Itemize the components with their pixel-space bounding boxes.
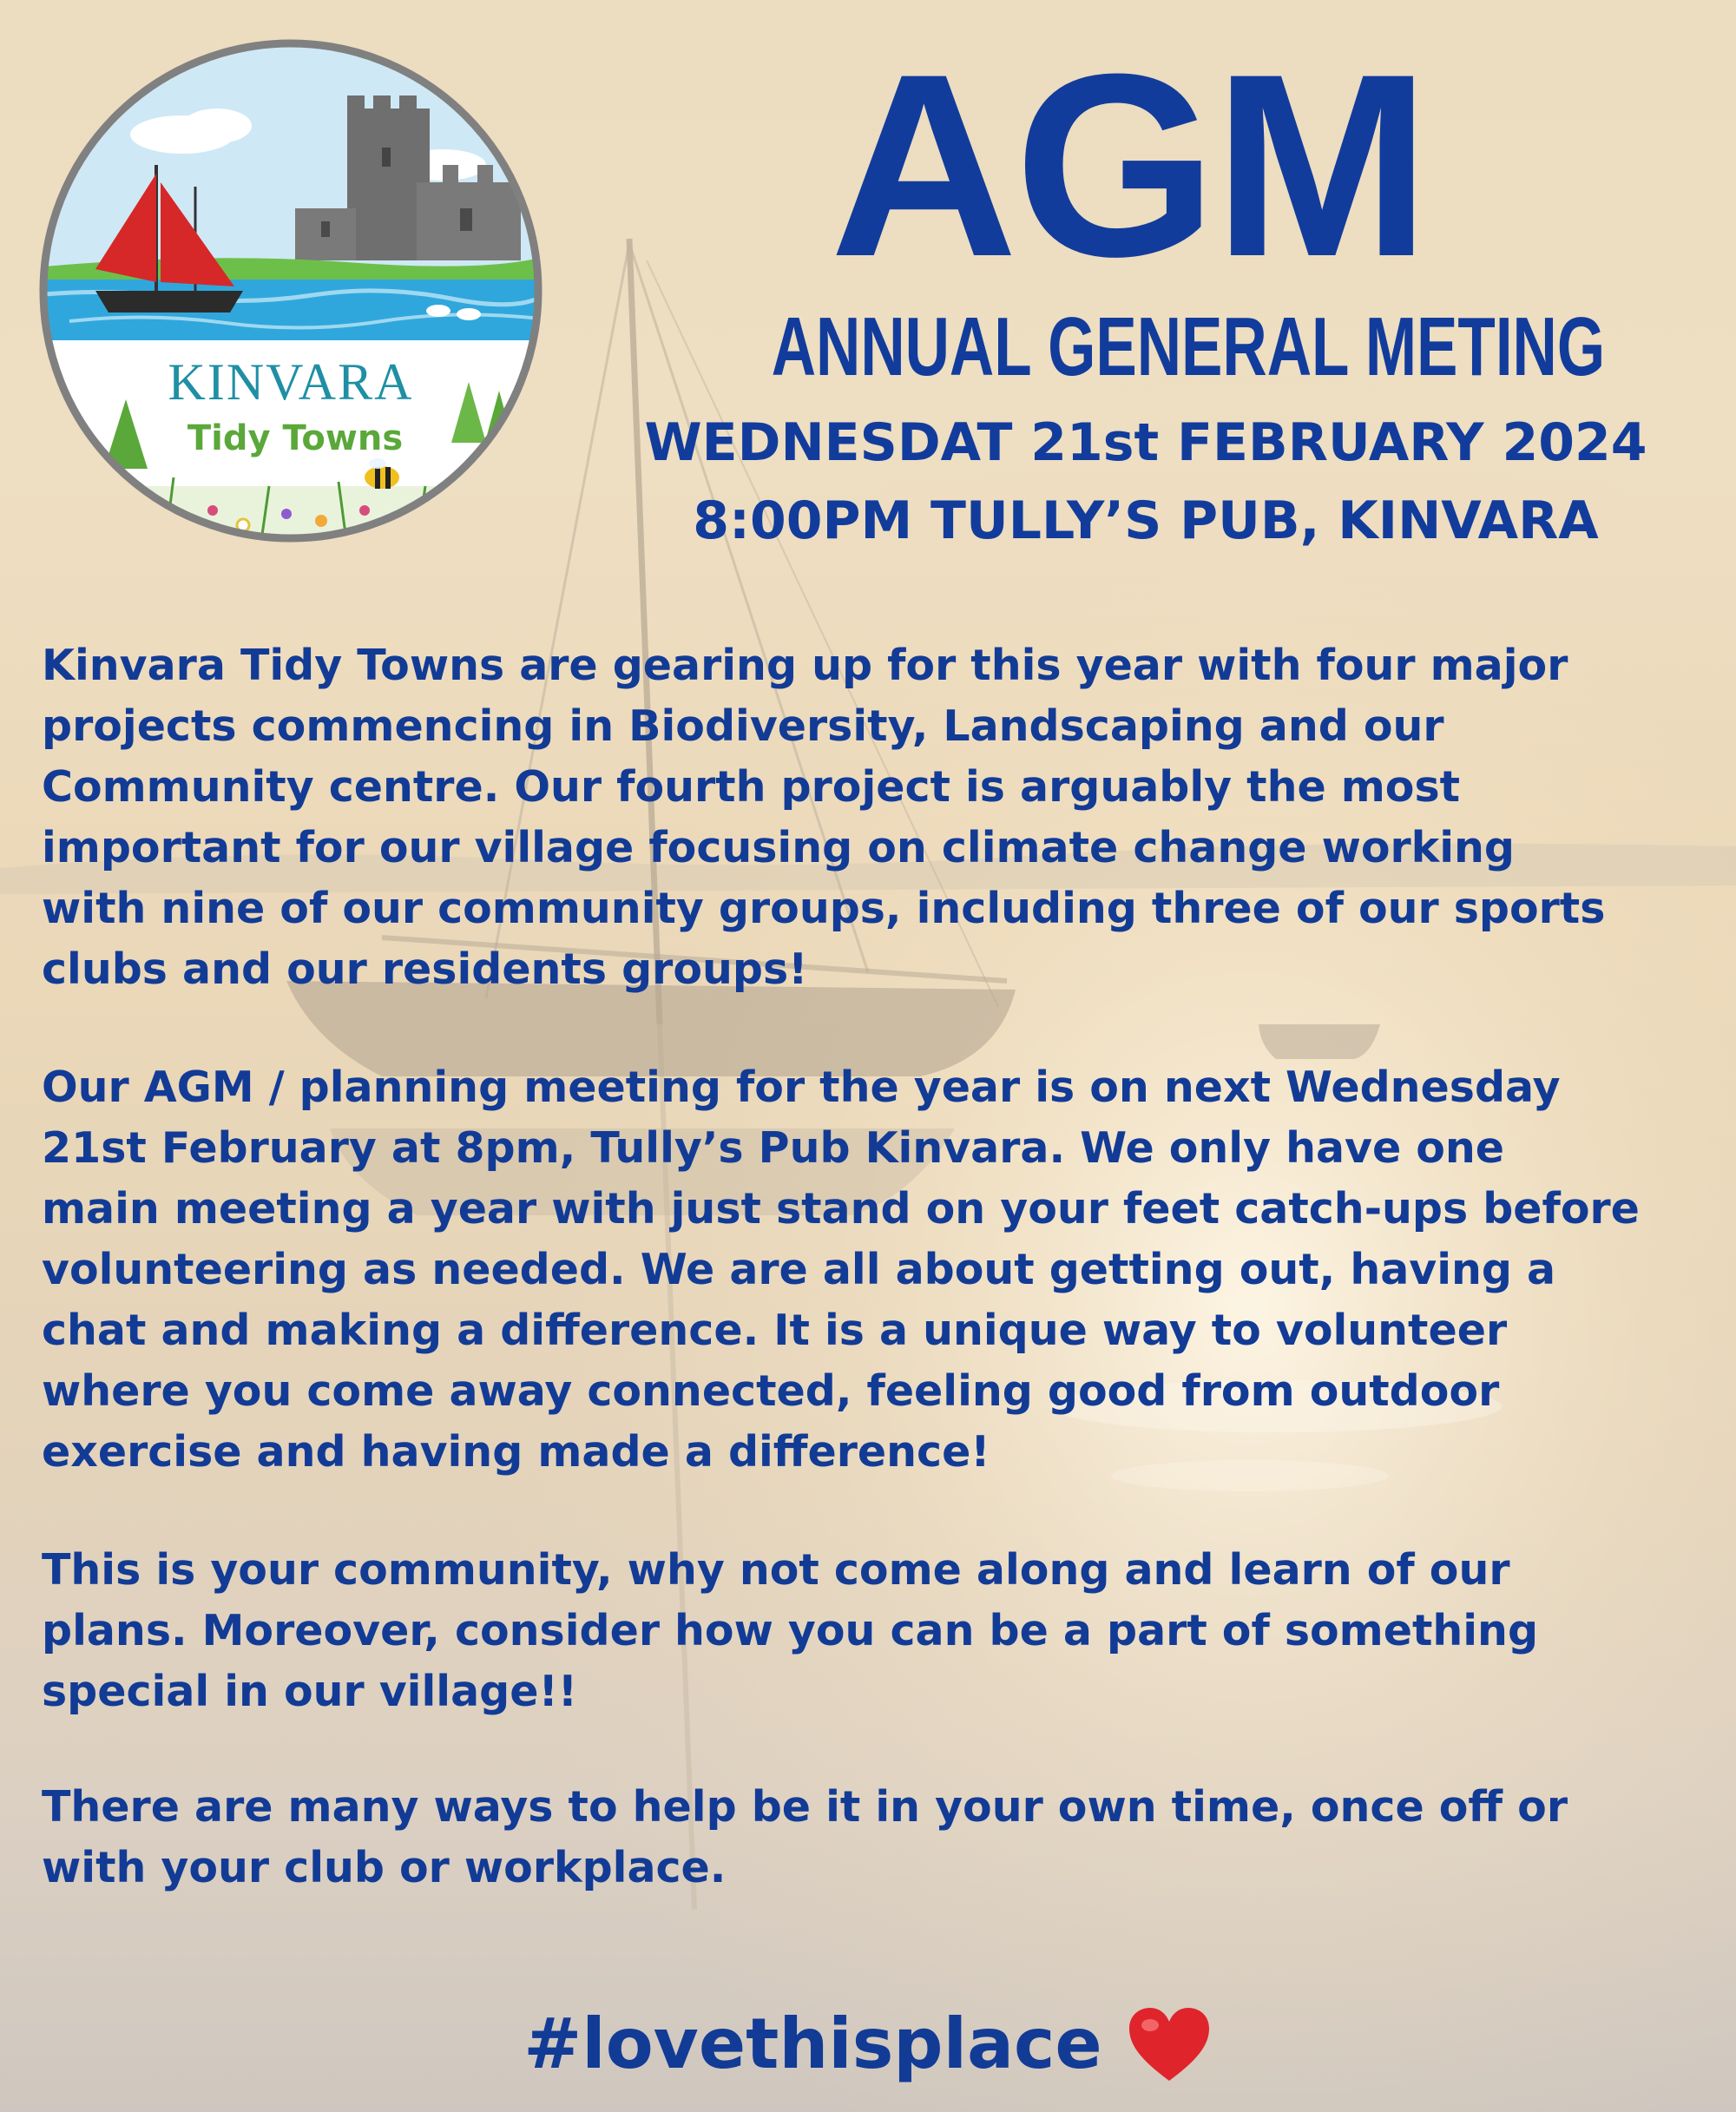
text-line: chat and making a difference. It is a unique way to volunteer xyxy=(42,1306,1508,1355)
text-line: with nine of our community groups, including three of our sports xyxy=(42,884,1606,933)
text-line: with your club or workplace. xyxy=(42,1843,727,1892)
text-line: where you come away connected, feeling good from outdoor xyxy=(42,1366,1500,1416)
text-line: This is your community, why not come along and learn of our xyxy=(42,1545,1510,1595)
hashtag-text: #lovethisplace xyxy=(523,2003,1102,2084)
paragraph-projects xyxy=(42,635,1605,1000)
heart-icon xyxy=(1126,2004,1213,2084)
paragraph-ways-to-help xyxy=(42,1777,1568,1898)
text-line: exercise and having made a difference! xyxy=(42,1427,990,1477)
text-line: There are many ways to help be it in your own time, once off or xyxy=(42,1782,1568,1832)
subtitle-text: ANNUAL GENERAL METING xyxy=(771,300,1606,393)
text-line: volunteering as needed. We are all about getting out, having a xyxy=(42,1245,1556,1294)
subtitle xyxy=(625,295,1667,399)
text-line: main meeting a year with just stand on your feet catch-ups before xyxy=(42,1184,1640,1234)
text-line: Kinvara Tidy Towns are gearing up for this year with four major xyxy=(42,641,1568,690)
text-line: special in our village!! xyxy=(42,1667,578,1716)
text-line: Community centre. Our fourth project is arguably the most xyxy=(42,762,1461,812)
text-line: important for our village focusing on climate change working xyxy=(42,823,1516,872)
hashtag-footer xyxy=(0,1997,1736,2092)
logo-kinvara-text: KINVARA xyxy=(168,353,414,411)
text-line: plans. Moreover, consider how you can be a part of something xyxy=(42,1606,1539,1655)
text-line: Our AGM / planning meeting for the year is on next Wednesday xyxy=(42,1063,1561,1112)
text-line: 21st February at 8pm, Tully’s Pub Kinvara. We only have one xyxy=(42,1123,1505,1173)
text-line: clubs and our residents groups! xyxy=(42,944,808,994)
text-line: projects commencing in Biodiversity, Landscaping and our xyxy=(42,701,1444,751)
kinvara-tidy-towns-logo xyxy=(35,35,547,547)
paragraph-community xyxy=(42,1540,1538,1722)
paragraph-meeting xyxy=(42,1057,1640,1483)
agm-title: AGM xyxy=(830,19,1427,311)
logo-tidy-towns-text: Tidy Towns xyxy=(187,418,404,458)
date-line: WEDNESDAT 21st FEBRUARY 2024 xyxy=(644,412,1647,473)
venue-line: 8:00PM TULLY’S PUB, KINVARA xyxy=(693,490,1599,551)
